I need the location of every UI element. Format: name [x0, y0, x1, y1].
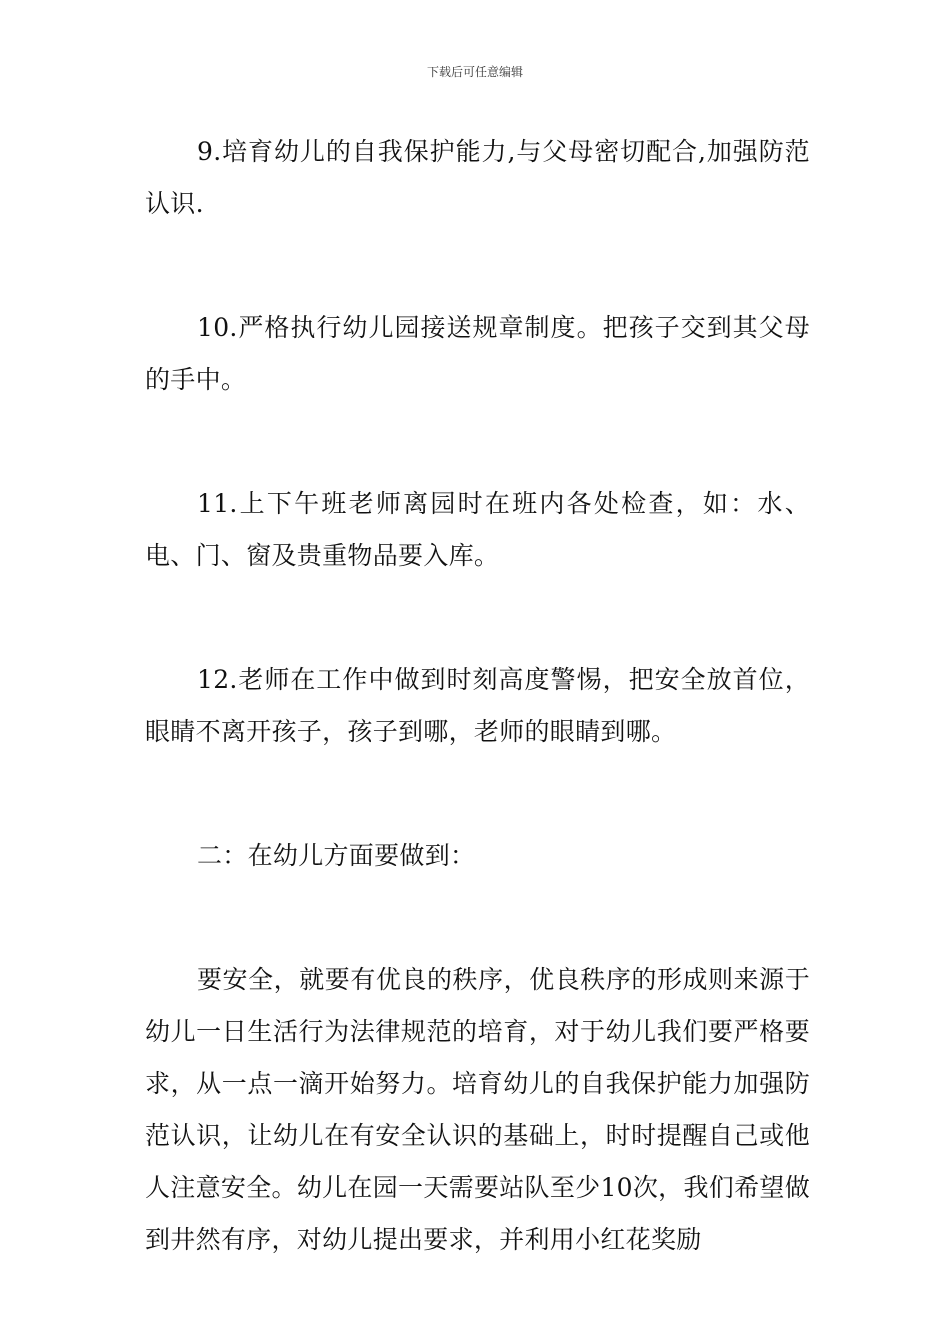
paragraph-item-9: 9.培育幼儿的自我保护能力,与父母密切配合,加强防范认识. [145, 137, 810, 218]
document-body [145, 126, 810, 1266]
paragraph-item-10: 10.严格执行幼儿园接送规章制度。把孩子交到其父母的手中。 [145, 313, 810, 394]
paragraph-item-11: 11.上下午班老师离园时在班内各处检查，如：水、电、门、窗及贵重物品要入库。 [145, 489, 810, 570]
paragraph-body: 要安全，就要有优良的秩序，优良秩序的形成则来源于幼儿一日生活行为法律规范的培育，对于幼儿我们要严格要求，从一点一滴开始努力。培育幼儿的自我保护能力加强防范认识，让幼儿在有安全认识的基础上，时时提醒自己或他人注意安全。幼儿在园一天需要站队至少10次，我们希望做到井然有序，对幼儿提出要求，并利用小红花奖励 [145, 965, 810, 1254]
section-heading: 二：在幼儿方面要做到： [197, 841, 476, 870]
page-header: 下载后可任意编辑 [426, 65, 523, 79]
paragraph-item-12: 12.老师在工作中做到时刻高度警惕，把安全放首位，眼睛不离开孩子，孩子到哪，老师的眼睛到哪。 [145, 665, 810, 746]
